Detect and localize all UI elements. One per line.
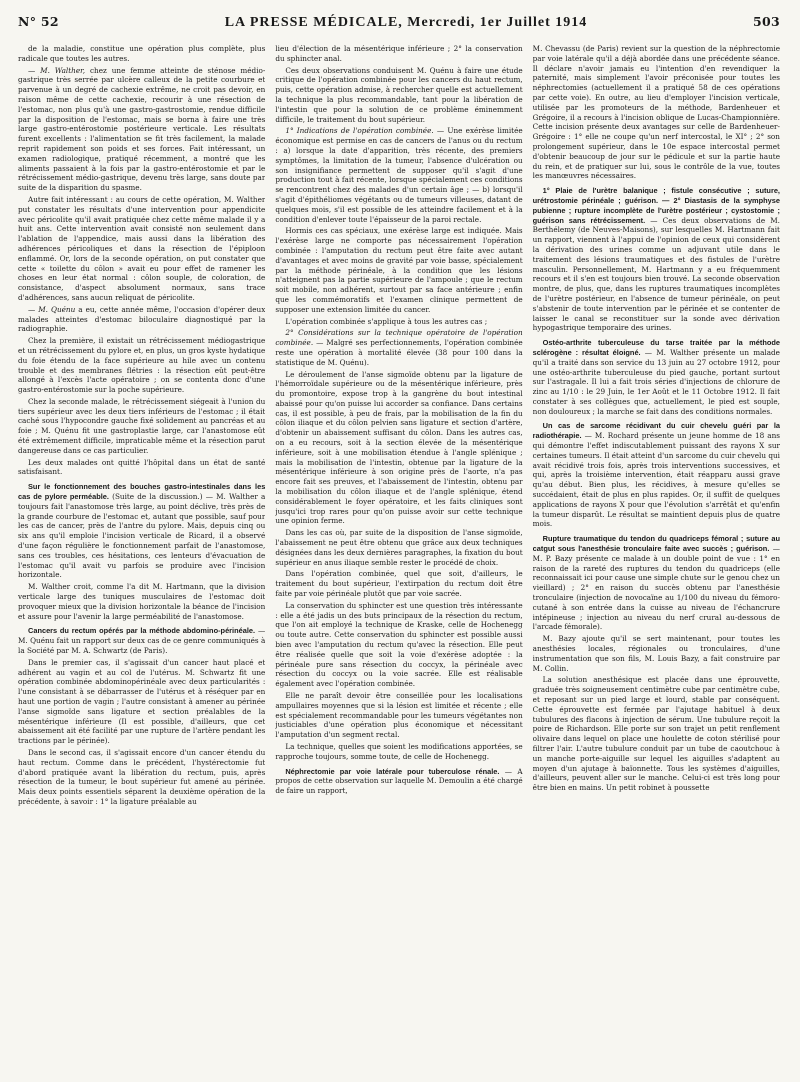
page-header (18, 14, 780, 36)
paragraph (275, 742, 522, 762)
paragraph (275, 601, 522, 689)
paragraph-text: Chez la première, il existait un rétrécissement médiogastrique et un rétrécissement du pylore et, en plus, un gros kyste hydatique du foie étendu de la face supérieure au hile avec un contenu trouble et des membranes flétries : la résection eût peut-être allongé à l'excès l'acte opératoire ; on se contenta donc d'une gastro-entérostomie sur la poche supérieure. (18, 336, 266, 395)
paragraph (533, 634, 780, 673)
paragraph-lead: 2° Considérations sur la technique opératoire de l'opération combinée. (275, 328, 523, 348)
section-paragraph (533, 186, 780, 333)
paragraph-text: de la maladie, constitue une opération plus complète, plus radicale que toutes les autres. (18, 44, 266, 63)
paragraph-text: — Ces deux observations de M. Berthélemy (de Neuves-Maisons), sur lesquelles M. Hartmann fait un rapport, viennent à l'appui de l'opinion de ceux qui considèrent la dérivation des urines comme un adjuvant utile dans le traitement des lésions traumatiques et des fistules de l'urètre masculin. Personnellement, M. Hartmann y a eu fréquemment recours et il s'en est toujours bien trouvé. La seconde observation montre, de plus, que, dans les ruptures traumatiques incomplètes de l'urètre postérieur, en l'absence de tumeur périnéale, on peut s'abstenir de toute intervention par le périnée et se contenter de laisser le canal se reconstituer sur la sonde avec dérivation hypogastrique temporaire des urines. (532, 215, 780, 333)
paragraph (18, 66, 265, 193)
paragraph (18, 397, 265, 456)
section-heading: Un cas de sarcome récidivant du cuir chevelu guéri par la radiothérapie. (532, 421, 780, 441)
paragraph (275, 569, 522, 598)
section-paragraph (18, 626, 265, 655)
paragraph-text: — A propos de cette observation sur laquelle M. Demoulin a été chargé de faire un rapport, (275, 766, 523, 796)
paragraph-text: a eu, cette année même, l'occasion d'opérer deux malades atteintes d'estomac biloculaire diagnostiqué par la radiographie. (18, 304, 266, 334)
paragraph-text: Dans le second cas, il s'agissait encore d'un cancer étendu du haut rectum. Comme dans le précédent, l'hystérectomie fut d'abord pratiquée avant la libération du rectum, puis, après résection de la tumeur, le bout supérieur fut amené au périnée. Mais deux points essentiels séparent la deuxième opération de la précédente, à savoir : 1° la ligature préalable au (18, 747, 266, 806)
journal-title: LA PRESSE MÉDICALE, Mercredi, 1er Juillet 1914 (224, 15, 588, 30)
section-heading: Ostéo-arthrite tuberculeuse du tarse traitée par la méthode sclérogène : résultat éloigné. (532, 338, 780, 357)
paragraph (533, 44, 780, 181)
paragraph (275, 328, 522, 367)
paragraph-text: La solution anesthésique est placée dans une éprouvette, graduée très soigneusement centimètre cube par centimètre cube, et reposant sur un pied large et lourd, stable par conséquent. Cette éprouvette est fermée par l'ajutage habituel à deux tubulures des flacons à injection de sérum. Une tubulure reçoit la poire de Richardson. Elle porte sur son trajet un petit renflement olivaire dans lequel on place une houlette de coton stérilisé pour filtrer l'air. L'autre tubulure conduit par un tube de caoutchouc à un manche porte-aiguille sur lequel les aiguilles s'adaptent au moyen d'un ajutage à baïonnette. Tous les systèmes d'aiguilles, d'ailleurs, peuvent aller sur le manche. Celui-ci est très long pour être bien en mains. Un petit robinet à poussette (532, 675, 780, 793)
section-paragraph (533, 534, 780, 632)
paragraph (275, 66, 522, 125)
paragraph-text: — M. Walther présente un malade qu'il a traité dans son service du 13 juin au 27 octobre 1912, pour une ostéo-arthrite tuberculeuse du pied gauche, portant surtout sur l'astragale. Il lui a fait trois séries d'injections de chlorure de zinc au 1/10 : le 29 Juin, le 1er Août et le 11 Octobre 1912. Il fait constater à ses collègues que, actuellement, le pied est souple, non douloureux ; la marche se fait dans des conditions normales. (532, 347, 780, 416)
paragraph-text: La technique, quelles que soient les modifications apportées, se rapproche toujours, somme toute, de celle de Hochenegg. (275, 741, 523, 761)
paragraph (275, 126, 522, 224)
section-paragraph (275, 767, 522, 796)
paragraph-text: (Suite de la discussion.) — M. Walther a toujours fait l'anastomose très large, au point déclive, très près de la grande courbure de l'estomac et, autant que possible, sauf pour les cas de cancer, près de l'antre du pylore. Mais, depuis cinq ou six ans qu'il emploie l'incision verticale de Ricard, il a observé d'une façon régulière le fonctionnement parfait de l'anastomose, sans ces troubles, ces hésitations, ces lenteurs d'évacuation de l'estomac qu'il avait vu parfois se produire avec l'incision horizontale. (18, 492, 266, 580)
paragraph (18, 658, 265, 746)
section-heading: Néphrectomie par voie latérale pour tuberculose rénale. (285, 766, 500, 776)
section-paragraph (533, 338, 780, 416)
paragraph (275, 44, 522, 64)
paragraph (18, 458, 265, 478)
paragraph-text: lieu d'élection de la mésentérique inférieure ; 2° la conservation du sphincter anal. (275, 44, 523, 63)
paragraph-text: Dans le premier cas, il s'agissait d'un cancer haut placé et adhérent au vagin et au col de l'utérus. M. Schwartz fit une opération combinée abdominopérinéale avec deux particularités : l'une consistant à se débarrasser de l'utérus et à réséquer par en haut une portion de vagin ; l'autre consistant à amener au périnée l'anse sigmoïde sans ligature et section préalables de la mésentérique inférieure (Il est possible, d'ailleurs, que cet abaissement ait été facilité par une rupture de l'artère pendant les tractions par le périnée). (18, 657, 266, 746)
paragraph-text: Dans l'opération combinée, quel que soit, d'ailleurs, le traitement du bout supérieur, l'extirpation du rectum doit être faite par voie périnéale plutôt que par voie sacrée. (275, 569, 523, 599)
paragraph-lead: 1° Indications de l'opération combinée. (285, 126, 434, 136)
paragraph-lead: — M. Walther, (28, 65, 86, 75)
paragraph-text: Hormis ces cas spéciaux, une exérèse large est indiquée. Mais l'exérèse large ne comporte pas nécessairement l'opération combinée : l'amputation du rectum peut être faite avec autant d'avantages et avec moins de gravité par voie basse, spécialement par la méthode périnéale, à la condition que les lésions n'atteignent pas la partie supérieure de l'ampoule ; que le rectum soit mobile, non adhérent, surtout par sa face antérieure ; enfin que les commémoratifs et l'examen clinique permettent de supposer une extension limitée du cancer. (275, 226, 523, 314)
paragraph-text: — M. Quénu fait un rapport sur deux cas de ce genre communiqués à la Société par M. A. Schwartz (de Paris). (18, 626, 266, 656)
paragraph-text: Elle ne paraît devoir être conseillée pour les localisations ampullaires moyennes que si la lésion est limitée et récente ; elle est spécialement recommandable pour les tumeurs végétantes non justiciables d'une opération plus économique et nécessitant l'amputation d'un segment rectal. (275, 691, 523, 740)
section-paragraph (18, 482, 265, 580)
paragraph (275, 528, 522, 567)
paragraph-text: La conservation du sphincter est une question très intéressante : elle a été jadis un des buts principaux de la résection du rectum, que l'on ait employé la technique de Kraske, celle de Hochenegg ou toute autre. Cette conservation du sphincter est possible aussi bien avec l'amputation du rectum qu'avec la résection. Elle peut être réalisée quelle que soit la voie d'exérèse adoptée : la périnéale pure sans résection du coccyx, la périnéale avec résection du coccyx ou la voie sacrée. Elle est réalisable également avec l'opération combinée. (275, 600, 523, 689)
paragraph (18, 44, 265, 64)
paragraph-text: — M. P. Bazy présente ce malade à un double point de vue : 1° en raison de la rareté des ruptures du tendon du quadriceps (elle reconnaissait ici pour cause une simple chute sur le genou chez un vieillard) ; 2° en raison du succès obtenu par l'anesthésie tronculaire (injection de novocaïne au 1/100 du niveau du fémoro-cutané à son entrée dans la cuisse au niveau de l'échancrure intépineuse ; injection au niveau du nerf crural au-dessous de l'arcade fémorale). (532, 544, 780, 632)
paragraph (18, 336, 265, 395)
column-2 (275, 44, 522, 1074)
paragraph-text: — Une exérèse limitée économique est permise en cas de cancers de l'anus ou du rectum : a) lorsque la date d'apparition, très récente, des premiers symptômes, la limitation de la tumeur, l'absence d'ulcération ou son insignifiance permettent de supposer qu'il s'agit d'une production tout à fait récente, lorsque spécialement ces conditions se rencontrent chez des malades d'un certain âge ; — b) lorsqu'il s'agit d'épithéliomes végétants ou de tumeurs villeuses, datant de quelques mois, s'il est possible de les atteindre facilement et à la condition d'enlever toute l'épaisseur de la paroi rectale. (275, 126, 523, 224)
paragraph-text: chez une femme atteinte de sténose médio-gastrique très serrée par ulcère calleux de la petite courbure et parvenue à un degré de cachexie extrême, ne croit pas devoir, en raison même de cette cachexie, recourir à une résection de l'estomac, non plus qu'à une gastro-gastrostomie, rendue difficile par la disposition de l'estomac, mais se borna à faire une très large gastro-entérostomie postérieure verticale. Les résultats furent excellents : l'alimentation se fit très facilement, la malade reprit rapidement son poids et ses forces. Fait intéressant, un examen radiologique, pratiqué récemment, a montré que les aliments passaient à la fois par la gastro-entérostomie et par le rétrécissement médio-gastrique, devenu très large, sans doute par suite de la disparition du spasme. (18, 65, 266, 193)
paragraph-text: Le déroulement de l'anse sigmoïde obtenu par la ligature de l'hémorroïdale supérieure ou de la mésentérique inférieure, près du promontoire, expose trop à la gangrène du bout intestinal abaissé pour qu'on puisse lui accorder sa confiance. Dans certains cas, il est possible, à peu de frais, par la mobilisation de la fin du côlon iliaque et du côlon pelvien sans ligature et section d'artère, d'obtenir un abaissement suffisant du côlon. Dans les autres cas, on a eu recours, soit à la section élevée de la mésentérique inférieure, soit à une mobilisation étendue à l'angle splénique ; mais la mobilisation de l'intestin, obtenue par la ligature de la mésentérique inférieure à son origine près de l'aorte, n'a pas encore fait ses preuves, et l'abaissement de l'intestin, obtenu par la mobilisation du côlon iliaque et de l'angle splénique, étend considérablement le foyer opératoire, et les faits cliniques sont jusqu'ici trop rares pour qu'on puisse avoir sur cette technique une opinion ferme. (275, 369, 523, 526)
paragraph (275, 317, 522, 327)
paragraph (18, 195, 265, 303)
paragraph (18, 582, 265, 621)
issue-number: N° 52 (18, 14, 59, 29)
paragraph-text: Les deux malades ont quitté l'hôpital dans un état de santé satisfaisant. (18, 457, 266, 477)
paragraph-text: Dans les cas où, par suite de la disposition de l'anse sigmoïde, l'abaissement ne peut être obtenu que grâce aux deux techniques désignées dans les deux dernières paragraphes, la fixation du bout supérieur en anus iliaque semble rester le procédé de choix. (275, 528, 523, 567)
paragraph-text: Autre fait intéressant : au cours de cette opération, M. Walther put constater les résultats d'une intervention pour appendicite avec péricolite qu'il avait pratiquée chez cette même malade il y a huit ans. Cette intervention avait consisté non seulement dans l'ablation de l'appendice, mais aussi dans la libération des adhérences péricoliques et dans la résection de l'épiploon enflammé. Or, lors de la seconde opération, on put constater que cette « toilette du côlon » avait eu pour effet de ramener les choses en leur état normal : côlon souple, de coloration, de consistance, d'aspect absolument normaux, sans trace d'adhérences, sans aucun reliquat de péricolite. (18, 194, 266, 302)
paragraph (18, 748, 265, 807)
paragraph-text: L'opération combinée s'applique à tous les autres cas ; (285, 316, 488, 326)
paragraph-text: M. Chevassu (de Paris) revient sur la question de la néphrectomie par voie latérale qu'il a déjà abordée dans une précédente séance. Il déclare n'avoir jamais eu l'intention d'en revendiquer la paternité, mais simplement l'avoir préconisée pour toutes les néphrectomies (actuellement il a pratiqué 58 de ces opérations par cette voie). En outre, au lieu d'employer l'incision verticale, utilisée par les promoteurs de la méthode, Bardenheuer et Grégoire, il a recours à l'incision oblique de Lucas-Championnière. Cette incision présente deux avantages sur celle de Bardenheuer-Grégoire : 1° elle ne coupe qu'un nerf intercostal, le XI° ; 2° son prolongement supérieur, dans le 10e espace intercostal permet d'obtenir beaucoup de jour sur le pédicule et sur la partie haute du rein, et de pratiquer sur lui, sous le contrôle de la vue, toutes les manœuvres nécessaires. (532, 44, 780, 181)
paragraph-text: Ces deux observations conduisent M. Quénu à faire une étude critique de l'opération combinée pour les cancers du haut rectum, puis, cette opération admise, à rechercher quelle est actuellement la technique la plus recommandable, tant pour la libération de l'intestin que pour la solution de ce problème éminemment difficile, le traitement du bout supérieur. (275, 65, 523, 124)
paragraph (533, 675, 780, 793)
page-number: 503 (753, 14, 780, 29)
paragraph-text: Chez la seconde malade, le rétrécissement siégeait à l'union du tiers supérieur avec les deux tiers inférieurs de l'estomac ; il était caché sous l'hypocondre gauche fixé solidement au pancréas et au foie ; M. Quénu fit une gastroplastie large, car l'anastomose eût été extrêmement difficile, impraticable même et la résection parut dangereuse dans ce cas particulier. (18, 396, 266, 455)
paragraph (275, 226, 522, 314)
section-heading: 1° Plaie de l'urètre balanique ; fistule consécutive ; suture, urétrostomie périnéale ; guérison. — 2° Diastasis de la symphyse pubienne ; rupture incomplète de l'urètre postérieur ; cystostomie ; guérison sans rétrécissement. (532, 186, 780, 225)
column-1 (18, 44, 265, 1074)
section-heading: Sur le fonctionnement des bouches gastro-intestinales dans les cas de pylore perméable. (18, 482, 266, 502)
section-heading: Cancers du rectum opérés par la méthode abdomino-périnéale. (28, 626, 256, 636)
paragraph (275, 370, 522, 527)
paragraph (18, 305, 265, 334)
paragraph-lead: — M. Quénu (28, 304, 76, 314)
section-paragraph (533, 421, 780, 529)
section-heading: Rupture traumatique du tendon du quadriceps fémoral ; suture au catgut sous l'anesthésie tronculaire faite avec succès ; guérison. (532, 534, 780, 554)
column-3 (533, 44, 780, 1074)
text-columns (18, 44, 780, 1074)
paragraph (275, 691, 522, 740)
paragraph-text: M. Bazy ajoute qu'il se sert maintenant, pour toutes les anesthésies locales, régionales ou tronculaires, d'une instrumentation que son fils, M. Louis Bazy, a fait construire par M. Collin. (532, 634, 780, 673)
paragraph-text: — Malgré ses perfectionnements, l'opération combinée reste une opération à mortalité élevée (38 pour 100 dans la statistique de M. Quénu). (275, 338, 523, 367)
paragraph-text: M. Walther croit, comme l'a dit M. Hartmann, que la division verticale large des tuniques musculaires de l'estomac doit provoquer mieux que la division horizontale la béance de l'incision et assure pour l'avenir la large perméabilité de l'anastomose. (18, 582, 266, 621)
paragraph-text: — M. Rochard présente un jeune homme de 18 ans qui démontre l'effet indiscutablement puissant des rayons X sur certaines tumeurs. Il était atteint d'un sarcome du cuir chevelu qui avait récidivé trois fois, après trois interventions successives, et qui, après la troisième intervention, était réapparu aussi grave qu'au début. Bien plus, les récidives, à mesure qu'elles se succédaient, était de plus en plus rapides. Or, il suffit de quelques applications de rayons X pour que l'évolution s'arrêtât et qu'enfin la tumeur disparût. Le résultat se maintient depuis plus de quatre mois. (532, 431, 780, 529)
